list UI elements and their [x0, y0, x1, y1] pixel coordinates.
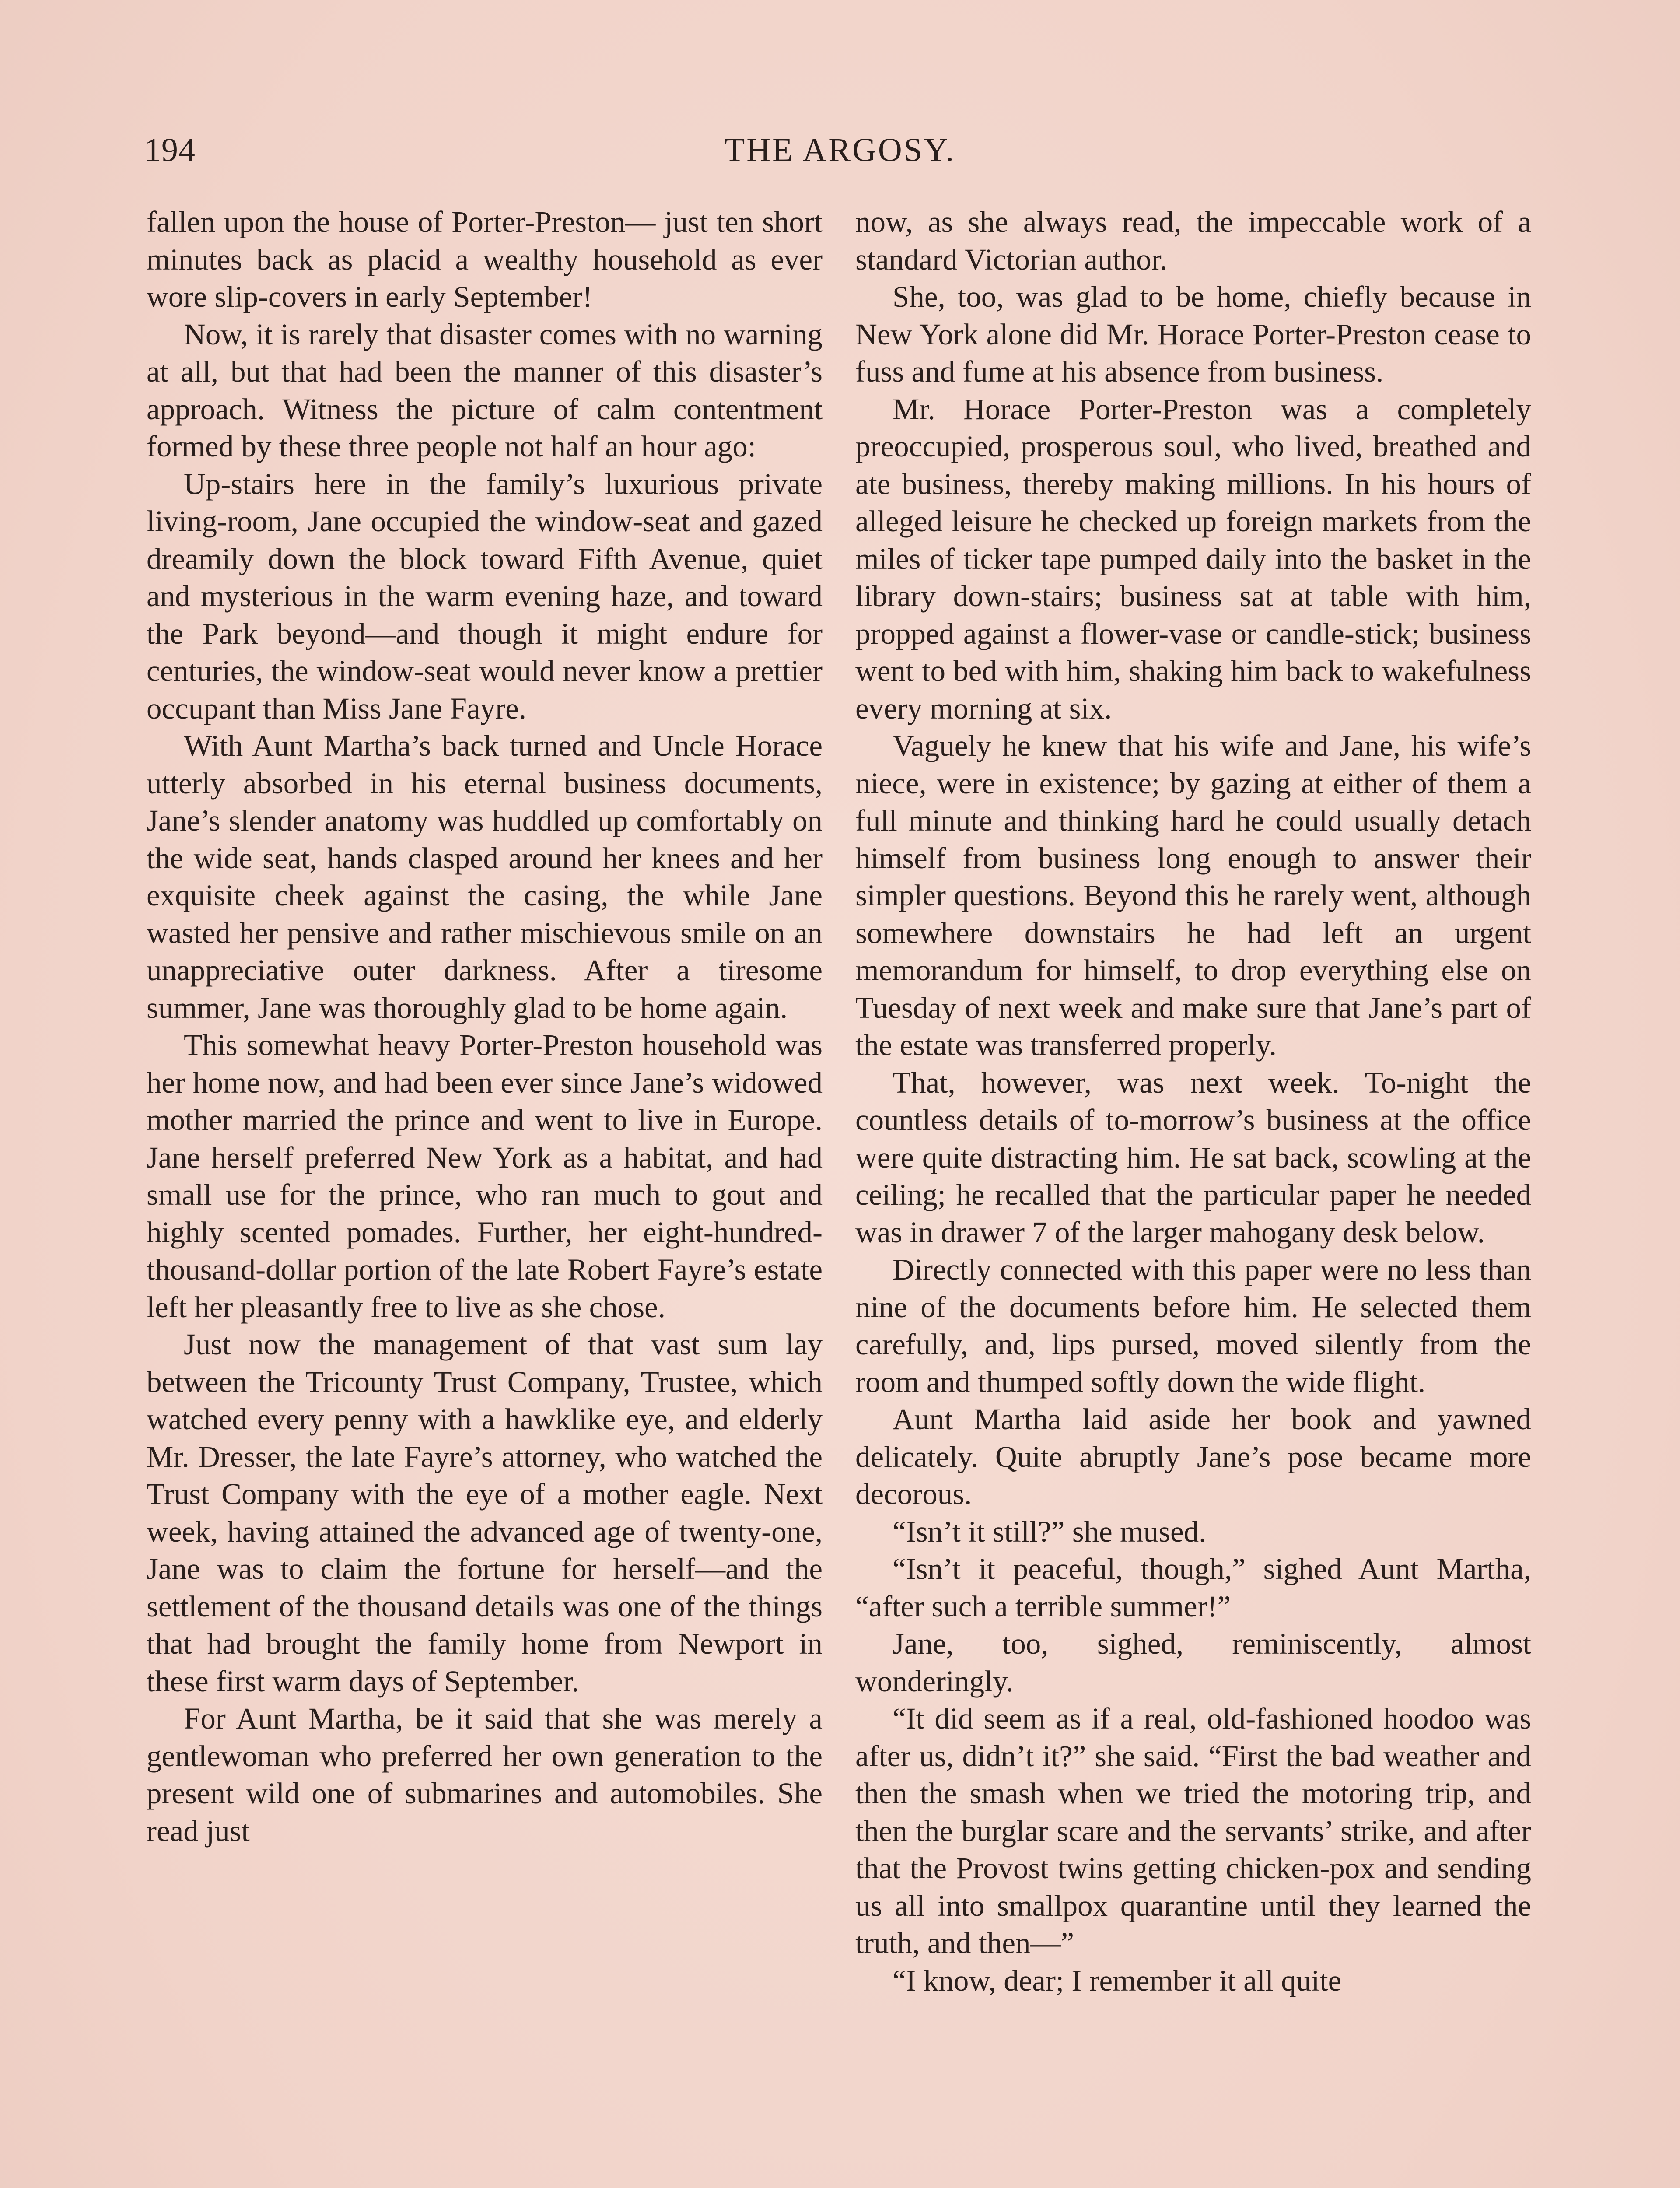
- paragraph: Just now the management of that vast sum lay between the Tricounty Trust Company, Trustee, which watched every penny with a hawklike eye, and elderly Mr. Dresser, the late Fayre’s attorney, who watched the Trust Company with the eye of a mother eagle. Next week, having attained the advanced age of twenty-one, Jane was to claim the fortune for herself—and the settlement of the thousand details was one of the things that had brought the family home from Newport in these first warm days of September.: [147, 1328, 822, 1698]
- paragraph: Aunt Martha laid aside her book and yawned delicately. Quite abruptly Jane’s pose became more decorous.: [855, 1403, 1531, 1511]
- paragraph: Jane, too, sighed, reminiscently, almost wonderingly.: [855, 1627, 1531, 1698]
- paragraph: “It did seem as if a real, old-fashioned hoodoo was after us, didn’t it?” she said. “First the bad weather and then the smash when we tried the motoring trip, and then the burglar scare and the servants’ strike, and after that the Provost twins getting chicken-pox and sending us all into smallpox quarantine until they learned the truth, and then—”: [855, 1702, 1531, 1960]
- page-number: 194: [144, 132, 196, 168]
- paragraph: That, however, was next week. To-night the countless details of to-morrow’s business at the office were quite distracting him. He sat back, scowling at the ceiling; he recalled that the particular paper he needed was in drawer 7 of the larger mahogany desk below.: [855, 1066, 1531, 1249]
- paragraph: For Aunt Martha, be it said that she was merely a gentlewoman who preferred her own generation to the present wild one of submarines and automobiles. She read just: [147, 1702, 822, 1848]
- paragraph: Up-stairs here in the family’s luxurious private living-room, Jane occupied the window-seat and gazed dreamily down the block toward Fifth Avenue, quiet and mysterious in the warm evening haze, and toward the Park beyond—and though it might endure for centuries, the window-seat would never know a prettier occupant than Miss Jane Fayre.: [147, 467, 822, 725]
- page-header: [144, 131, 1536, 179]
- paragraph: With Aunt Martha’s back turned and Uncle Horace utterly absorbed in his eternal business documents, Jane’s slender anatomy was huddled up comfortably on the wide seat, hands clasped around her knees and her exquisite cheek against the casing, the while Jane wasted her pensive and rather mischievous smile on an unappreciative outer darkness. After a tiresome summer, Jane was thoroughly glad to be home again.: [147, 729, 822, 1024]
- paragraph: Vaguely he knew that his wife and Jane, his wife’s niece, were in existence; by gazing at either of them a full minute and thinking hard he could usually detach himself from business long enough to answer their simpler questions. Beyond this he rarely went, although somewhere downstairs he had left an urgent memorandum for himself, to drop everything else on Tuesday of next week and make sure that Jane’s part of the estate was transferred properly.: [855, 729, 1531, 1062]
- paragraph: “Isn’t it still?” she mused.: [892, 1515, 1207, 1548]
- paragraph: fallen upon the house of Porter-Preston— just ten short minutes back as placid a wealthy household as ever wore slip-covers in early September!: [147, 205, 822, 313]
- paragraph: Directly connected with this paper were no less than nine of the documents before him. He selected them carefully, and, lips pursed, moved silently from the room and thumped softly down the wide flight.: [855, 1253, 1531, 1399]
- paragraph: Now, it is rarely that disaster comes with no warning at all, but that had been the manner of this disaster’s approach. Witness the picture of calm contentment formed by these three people not half an hour ago:: [147, 317, 822, 463]
- right-column: [855, 203, 1531, 2188]
- paragraph: This somewhat heavy Porter-Preston household was her home now, and had been ever since Jane’s widowed mother married the prince and went to live in Europe. Jane herself preferred New York as a habitat, and had small use for the prince, who ran much to gout and highly scented pomades. Further, her eight-hundred-thousand-dollar portion of the late Robert Fayre’s estate left her pleasantly free to live as she chose.: [147, 1028, 822, 1324]
- paragraph: She, too, was glad to be home, chiefly because in New York alone did Mr. Horace Porter-Preston cease to fuss and fume at his absence from business.: [855, 280, 1531, 388]
- paragraph: Mr. Horace Porter-Preston was a completely preoccupied, prosperous soul, who lived, breathed and ate business, thereby making millions. In his hours of alleged leisure he checked up foreign markets from the miles of ticker tape pumped daily into the basket in the library down-stairs; business sat at table with him, propped against a flower-vase or candle-stick; business went to bed with him, shaking him back to wakefulness every morning at six.: [855, 392, 1531, 725]
- left-column: [147, 203, 822, 2188]
- paragraph: “Isn’t it peaceful, though,” sighed Aunt Martha, “after such a terrible summer!”: [855, 1552, 1531, 1623]
- running-head: THE ARGOSY.: [724, 132, 956, 168]
- paragraph: “I know, dear; I remember it all quite: [892, 1964, 1342, 1997]
- paragraph: now, as she always read, the impeccable work of a standard Victorian author.: [855, 205, 1531, 276]
